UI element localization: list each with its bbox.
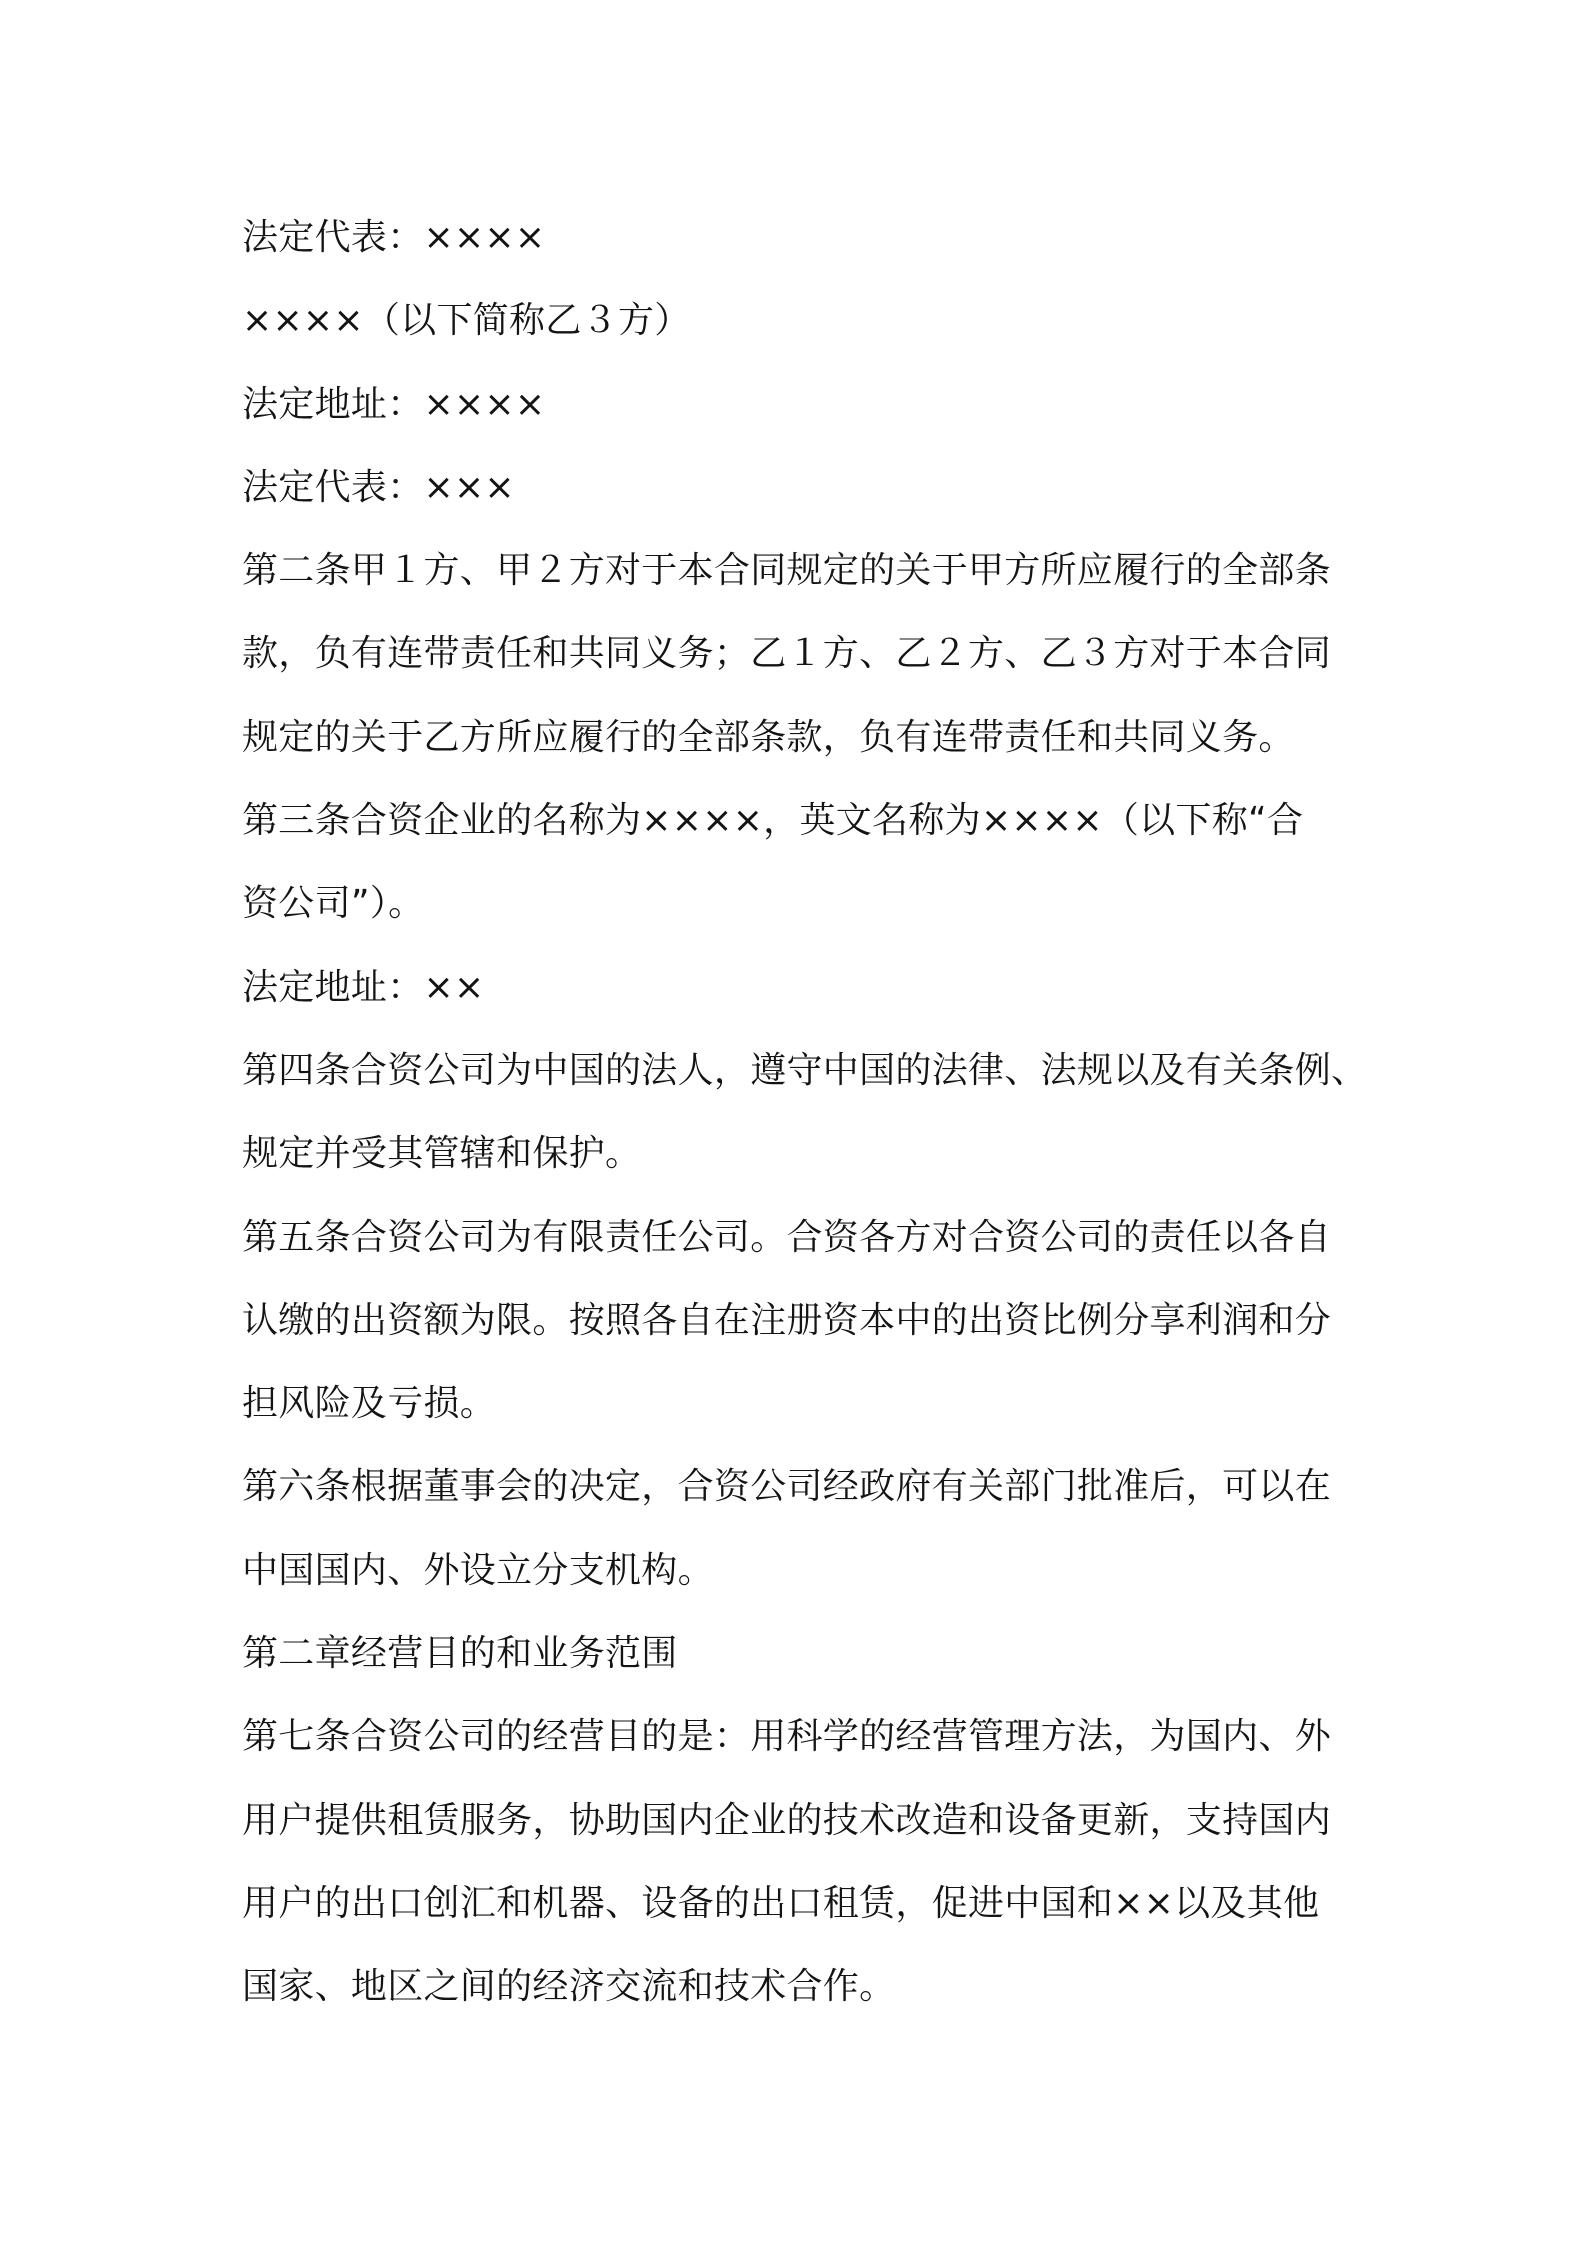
text-line-article-6-part-2: 中国国内、外设立分支机构。 (242, 1549, 714, 1591)
text-line-article-5-part-3: 担风险及亏损。 (242, 1383, 497, 1425)
text-line-article-7-part-2: 用户提供租赁服务，协助国内企业的技术改造和设备更新，支持国内 (242, 1799, 1332, 1841)
text-line-article-7-part-3: 用户的出口创汇和机器、设备的出口租赁，促进中国和××以及其他 (242, 1882, 1320, 1924)
text-line-article-7-part-4: 国家、地区之间的经济交流和技术合作。 (242, 1966, 896, 2008)
text-line-article-2-part-3: 规定的关于乙方所应履行的全部条款，负有连带责任和共同义务。 (242, 716, 1295, 758)
text-line-article-4-part-2: 规定并受其管辖和保护。 (242, 1133, 642, 1175)
text-line-legal-representative-2: 法定代表：××× (242, 466, 515, 508)
text-line-article-2-part-1: 第二条甲１方、甲２方对于本合同规定的关于甲方所应履行的全部条 (242, 550, 1332, 592)
text-line-legal-address-2: 法定地址：×× (242, 966, 485, 1008)
document-body (242, 196, 1368, 2029)
chapter-heading: 第二章经营目的和业务范围 (242, 1633, 678, 1675)
text-line-article-6-part-1: 第六条根据董事会的决定，合资公司经政府有关部门批准后，可以在 (242, 1466, 1332, 1508)
text-line-legal-address-1: 法定地址：×××× (242, 383, 546, 425)
text-line-article-3-part-1: 第三条合资企业的名称为××××，英文名称为××××（以下称“合 (242, 800, 1304, 842)
text-line-article-7-part-1: 第七条合资公司的经营目的是：用科学的经营管理方法，为国内、外 (242, 1716, 1332, 1758)
text-line-article-5-part-1: 第五条合资公司为有限责任公司。合资各方对合资公司的责任以各自 (242, 1216, 1332, 1258)
text-line-legal-representative-1: 法定代表：×××× (242, 217, 546, 258)
text-line-party-b3: ××××（以下简称乙３方） (242, 300, 691, 342)
text-line-article-3-part-2: 资公司”）。 (242, 883, 425, 925)
text-line-article-2-part-2: 款，负有连带责任和共同义务；乙１方、乙２方、乙３方对于本合同 (242, 633, 1332, 675)
text-line-article-4-part-1: 第四条合资公司为中国的法人，遵守中国的法律、法规以及有关条例、 (242, 1049, 1368, 1091)
text-line-article-5-part-2: 认缴的出资额为限。按照各自在注册资本中的出资比例分享利润和分 (242, 1299, 1332, 1341)
